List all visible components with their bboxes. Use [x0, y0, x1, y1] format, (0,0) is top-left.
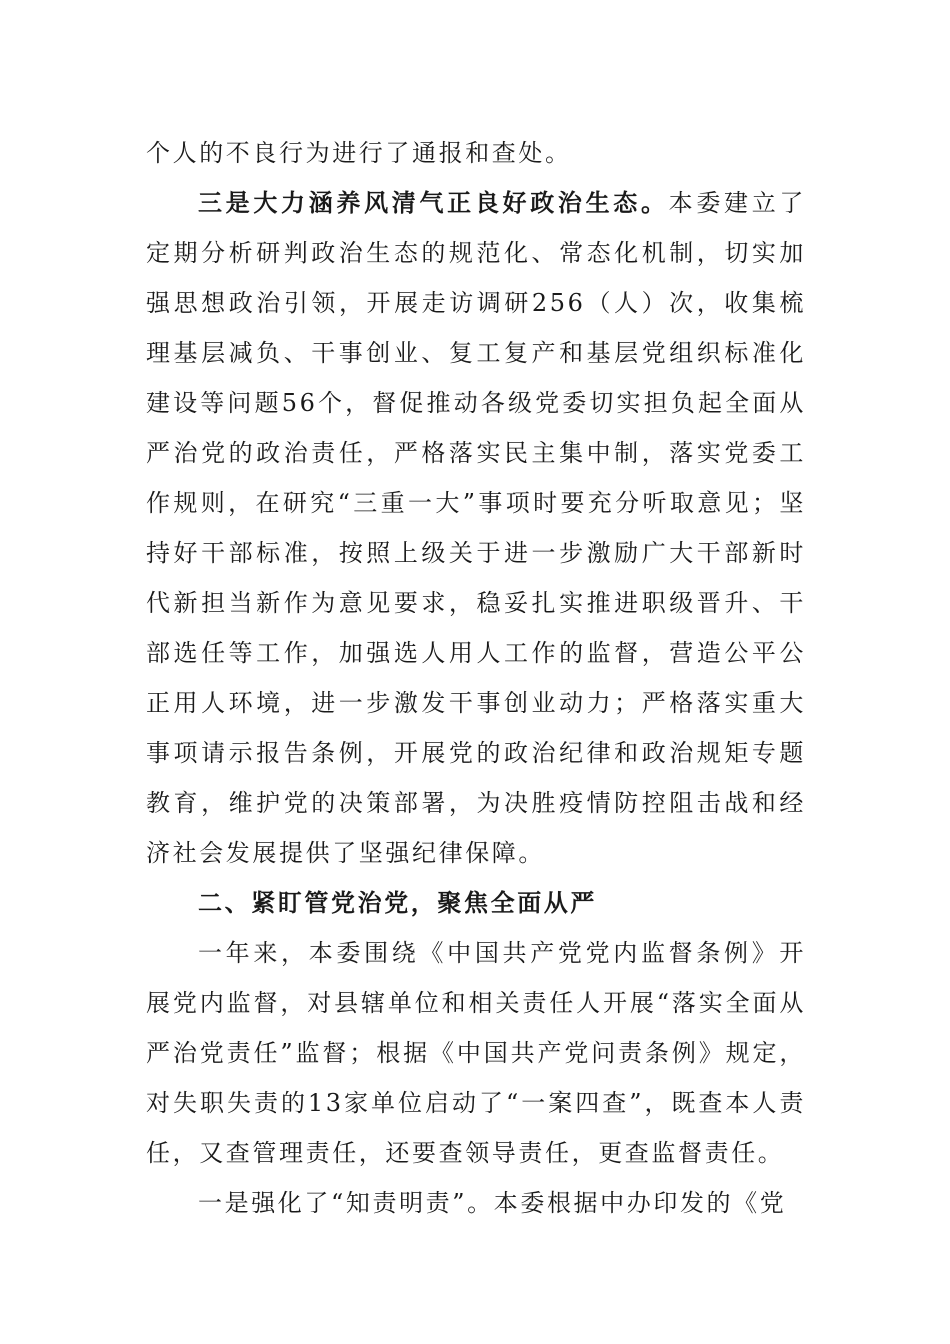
paragraph-political-ecology: [146, 178, 806, 878]
paragraph-continuation: 个人的不良行为进行了通报和查处。: [146, 139, 572, 167]
paragraph-body-text: 本委建立了定期分析研判政治生态的规范化、常态化机制，切实加强思想政治引领，开展走访调研256（人）次，收集梳理基层减负、干事创业、复工复产和基层党组织标准化建设等问题56个，督促推动各级党委切实担负起全面从严治党的政治责任，严格落实民主集中制，落实党委工作规则，在研究“三重一大”事项时要充分听取意见；坚持好干部标准，按照上级关于进一步激励广大干部新时代新担当新作为意见要求，稳妥扎实推进职级晋升、干部选任等工作，加强选人用人工作的监督，营造公平公正用人环境，进一步激发干事创业动力；严格落实重大事项请示报告条例，开展党的政治纪律和政治规矩专题教育，维护党的决策部署，为决胜疫情防控阻击战和经济社会发展提供了坚强纪律保障。: [146, 189, 806, 867]
paragraph-responsibility: 一是强化了“知责明责”。本委根据中办印发的《党: [198, 1189, 787, 1217]
document-body: [146, 128, 806, 1228]
paragraph-lead-bold: 三是大力涵养风清气正良好政治生态。: [198, 189, 669, 217]
section-heading: 二、紧盯管党治党，聚焦全面从严: [198, 889, 597, 917]
paragraph-intra-party-supervision: 一年来，本委围绕《中国共产党党内监督条例》开展党内监督，对县辖单位和相关责任人开展“落实全面从严治党责任”监督；根据《中国共产党问责条例》规定，对失职失责的13家单位启动了“一案四查”，既查本人责任，又查管理责任，还要查领导责任，更查监督责任。: [146, 939, 806, 1167]
